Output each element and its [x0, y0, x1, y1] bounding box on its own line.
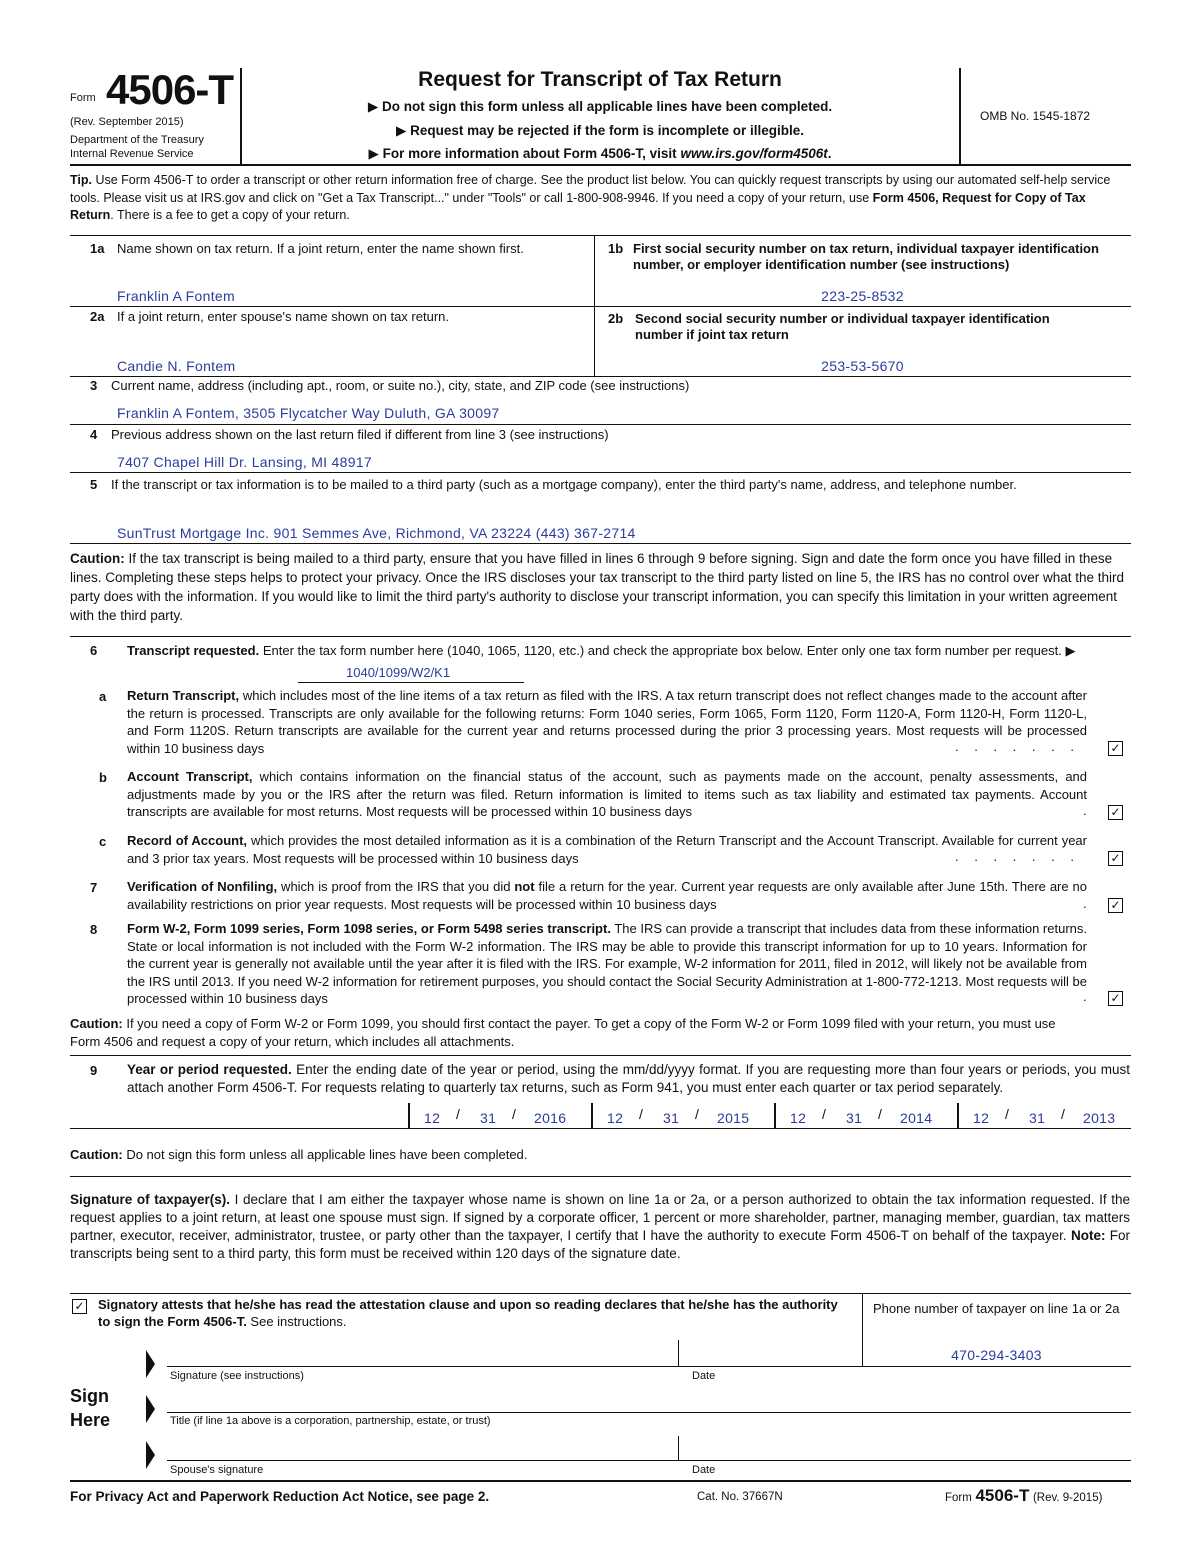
line-6-form-number-field[interactable]: 1040/1099/W2/K1: [298, 664, 524, 683]
line-4-label: Previous address shown on the last return filed if different from line 3 (see instructions): [111, 427, 609, 442]
line-3-address-field[interactable]: Franklin A Fontem, 3505 Flycatcher Way Duluth, GA 30097: [117, 405, 500, 421]
date-label-1: Date: [692, 1370, 716, 1382]
line-1a-number: 1a: [90, 241, 105, 256]
line-6c-letter: c: [99, 834, 107, 849]
line-4-previous-address-field[interactable]: 7407 Chapel Hill Dr. Lansing, MI 48917: [117, 454, 372, 470]
catalog-number: Cat. No. 37667N: [697, 1491, 783, 1503]
line-8-text: Form W-2, Form 1099 series, Form 1098 series, or Form 5498 series transcript. The IRS can provide a transcript that includes data from these information returns. State or local information is not included with the Form W-2 information. The IRS may be able to provide this transcript information for up to 10 years. Information for the current year is generally not available until the year after it is filed with the IRS. For example, W-2 information for 2011, filed in 2012, will likely not be available from the IRS until 2013. If you need W-2 information for retirement purposes, you should contact the Social Security Administration at 1-800-772-1213. Most requests will be processed within 10 business days: [127, 921, 1087, 1007]
line-2b-number: 2b: [608, 311, 624, 326]
form-number: 4506-T: [106, 66, 234, 113]
taxpayer-date-field[interactable]: [679, 1340, 861, 1366]
line-6-number: 6: [90, 643, 98, 658]
spouse-date-field[interactable]: [679, 1436, 1131, 1460]
line-1a-label: Name shown on tax return. If a joint return, enter the name shown first.: [117, 241, 524, 256]
line-5-number: 5: [90, 477, 98, 492]
sign-arrow-1: [146, 1350, 155, 1378]
return-transcript-checkbox[interactable]: ✓: [1108, 741, 1123, 756]
title-label: Title (if line 1a above is a corporation, partnership, estate, or trust): [170, 1415, 491, 1427]
header-instruction-3: ▶ For more information about Form 4506-T, visit www.irs.gov/form4506t.: [368, 146, 832, 161]
line-1b-ssn-field[interactable]: 223-25-8532: [821, 288, 904, 304]
line-7-text: Verification of Nonfiling, which is proof from the IRS that you did not file a return for the year. Current year requests are only available after June 15th. There are no availability restrictions on prior year requests. Most requests will be processed within 10 business days: [127, 879, 1087, 912]
account-transcript-checkbox[interactable]: ✓: [1108, 805, 1123, 820]
line-5-third-party-field[interactable]: SunTrust Mortgage Inc. 901 Semmes Ave, Richmond, VA 23224 (443) 367-2714: [117, 525, 636, 541]
line-7-number: 7: [90, 880, 98, 895]
form-revision: (Rev. September 2015): [70, 116, 184, 128]
header-instruction-2: ▶ Request may be rejected if the form is incomplete or illegible.: [396, 123, 804, 138]
line-6-text: Transcript requested. Enter the tax form number here (1040, 1065, 1120, etc.) and check the appropriate box below. Enter only one tax form number per request. ▶: [127, 643, 1076, 658]
line-3-number: 3: [90, 378, 98, 393]
attestation-checkbox[interactable]: ✓: [72, 1299, 87, 1314]
attestation-text: Signatory attests that he/she has read the attestation clause and upon so reading declares that he/she has the authority to sign the Form 4506-T. See instructions.: [98, 1297, 838, 1329]
line-8-number: 8: [90, 922, 98, 937]
line-6a-dots: . . . . . . .: [955, 739, 1080, 754]
line-1b-number: 1b: [608, 241, 624, 256]
line-6a-text: Return Transcript, which includes most of the line items of a tax return as filed with the IRS. A tax return transcript does not reflect changes made to the account after the return is processed. Transcripts are only available for the following returns: Form 1040 series, Form 1065, Form 1120, Form 1120-A, Form 1120-H, Form 1120-L, and Form 1120S. Return transcripts are available for the current year and returns processed during the prior 3 processing years. Most requests will be processed within 10 business days: [127, 688, 1087, 756]
department: Department of the Treasury: [70, 134, 204, 146]
agency: Internal Revenue Service: [70, 148, 194, 160]
phone-label: Phone number of taxpayer on line 1a or 2a: [873, 1301, 1120, 1316]
spouse-signature-field[interactable]: [167, 1436, 677, 1460]
line-5-label: If the transcript or tax information is to be mailed to a third party (such as a mortgage company), enter the third party's name, address, and telephone number.: [111, 477, 1017, 492]
sign-arrow-2: [146, 1395, 155, 1423]
taxpayer-signature-field[interactable]: [167, 1340, 677, 1366]
w2-1099-transcript-checkbox[interactable]: ✓: [1108, 991, 1123, 1006]
year-period-2[interactable]: 12 / 31 / 2015: [591, 1103, 776, 1128]
line-2b-spouse-ssn-field[interactable]: 253-53-5670: [821, 358, 904, 374]
caution-do-not-sign: Caution: Do not sign this form unless all applicable lines have been completed.: [70, 1147, 528, 1162]
signature-label: Signature (see instructions): [170, 1370, 304, 1382]
form-label: Form: [70, 92, 96, 104]
line-2a-number: 2a: [90, 309, 105, 324]
line-9-number: 9: [90, 1063, 98, 1078]
signature-declaration: Signature of taxpayer(s). I declare that I am either the taxpayer whose name is shown on line 1a or 2a, or a person authorized to obtain the tax information requested. If the request applies to a joint return, at least one spouse must sign. If signed by a corporate officer, 1 percent or more shareholder, partner, managing member, guardian, tax matters partner, executor, receiver, administrator, trustee, or party other than the taxpayer, I certify that I have the authority to execute Form 4506-T on behalf of the taxpayer. Note: For transcripts being sent to a third party, this form must be received within 120 days of the signature date.: [70, 1192, 1130, 1261]
line-9-text: Year or period requested. Enter the ending date of the year or period, using the mm/dd/yyyy format. If you are requesting more than four years or periods, you must attach another Form 4506-T. For requests relating to quarterly tax returns, such as Form 941, you must enter each quarter or tax period separately.: [127, 1062, 1130, 1095]
year-period-3[interactable]: 12 / 31 / 2014: [774, 1103, 959, 1128]
form-title: Request for Transcript of Tax Return: [418, 68, 782, 91]
omb-number: OMB No. 1545-1872: [980, 109, 1091, 123]
header-instruction-1: ▶ Do not sign this form unless all applicable lines have been completed.: [367, 99, 833, 114]
line-2b-label: Second social security number or individual taxpayer identification number if joint tax return: [635, 311, 1050, 342]
sign-label: Sign: [70, 1386, 109, 1406]
date-label-2: Date: [692, 1464, 716, 1476]
line-4-number: 4: [90, 427, 98, 442]
line-8-dots: .: [1083, 989, 1087, 1004]
year-period-4[interactable]: 12 / 31 / 2013: [957, 1103, 1133, 1128]
line-2a-spouse-name-field[interactable]: Candie N. Fontem: [117, 358, 236, 374]
privacy-notice: For Privacy Act and Paperwork Reduction Act Notice, see page 2.: [70, 1489, 490, 1504]
here-label: Here: [70, 1410, 111, 1430]
line-3-label-text: Current name, address (including apt., room, or suite no.), city, state, and ZIP code (see instructions): [111, 378, 690, 393]
line-6c-text: Record of Account, which provides the most detailed information as it is a combination of the Return Transcript and the Account Transcript. Available for current year and 3 prior tax years. Most requests will be processed within 10 business days: [127, 833, 1087, 866]
sign-arrow-3: [146, 1441, 155, 1469]
phone-number-field[interactable]: 470-294-3403: [951, 1347, 1042, 1363]
caution-w2-copy: Caution: If you need a copy of Form W-2 or Form 1099, you should first contact the payer. To get a copy of the Form W-2 or Form 1099 filed with your return, you must use Form 4506 and request a copy of your return, which includes all attachments.: [70, 1016, 1056, 1049]
year-period-1[interactable]: 12 / 31 / 2016: [408, 1103, 593, 1128]
line-1a-name-field[interactable]: Franklin A Fontem: [117, 288, 235, 304]
line-2a-label: If a joint return, enter spouse's name shown on tax return.: [117, 309, 449, 324]
caution-third-party: Caution: If the tax transcript is being mailed to a third party, ensure that you have filled in lines 6 through 9 before signing. Sign and date the form once you have filled in these lines. Completing these steps helps to protect your privacy. Once the IRS discloses your tax transcript to the third party listed on line 5, the IRS has no control over what the third party does with the information. If you would like to limit the third party's authority to disclose your transcript information, you can specify this limitation in your written agreement with the third party.: [70, 551, 1125, 623]
line-7-dots: .: [1083, 896, 1087, 911]
spouse-signature-label: Spouse's signature: [170, 1464, 264, 1476]
line-6a-letter: a: [99, 689, 107, 704]
title-field[interactable]: [167, 1388, 1131, 1412]
line-6c-dots: . . . . . . .: [955, 849, 1080, 864]
verification-of-nonfiling-checkbox[interactable]: ✓: [1108, 898, 1123, 913]
line-6b-dots: .: [1083, 803, 1087, 818]
footer-form-id: Form 4506-T (Rev. 9-2015): [945, 1486, 1103, 1505]
line-1b-label: First social security number on tax return, individual taxpayer identification number, or employer identification number (see instructions): [633, 241, 1099, 272]
record-of-account-checkbox[interactable]: ✓: [1108, 851, 1123, 866]
tip-paragraph: Tip. Use Form 4506-T to order a transcript or other return information free of charge. See the product list below. You can quickly request transcripts by using our automated self-help service tools. Please visit us at IRS.gov and click on "Get a Tax Transcript..." under "Tools" or call 1-800-908-9946. If you need a copy of your return, use Form 4506, Request for Copy of Tax Return. There is a fee to get a copy of your return.: [70, 173, 1111, 222]
line-6b-letter: b: [99, 770, 107, 785]
irs-link[interactable]: www.irs.gov/form4506t: [680, 146, 828, 161]
line-6b-text: Account Transcript, which contains information on the financial status of the account, such as payments made on the account, penalty assessments, and adjustments made by you or the IRS after the return was filed. Return information is limited to items such as tax liability and estimated tax payments. Account transcripts are available for most returns. Most requests will be processed within 10 business days: [127, 769, 1088, 819]
